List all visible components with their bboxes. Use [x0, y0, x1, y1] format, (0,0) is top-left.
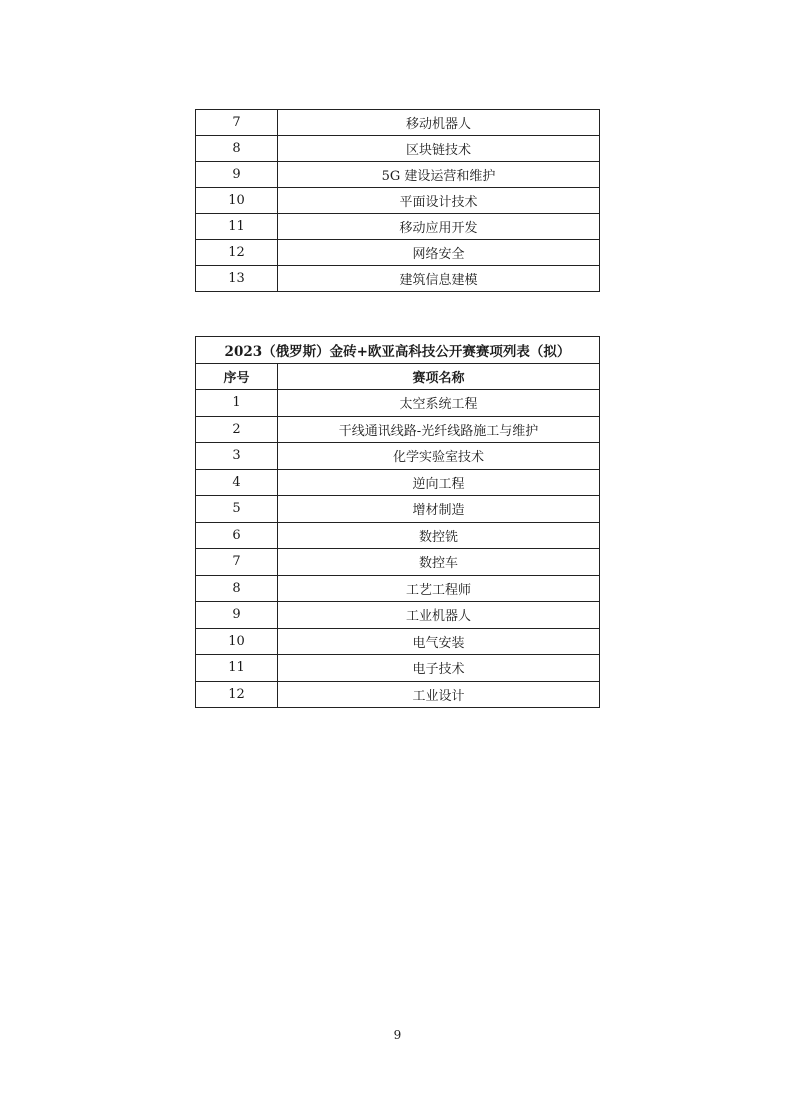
serial-number-cell: 9 — [196, 602, 278, 629]
table-row — [196, 496, 600, 523]
serial-number-cell: 5 — [196, 496, 278, 523]
table-row — [196, 214, 600, 240]
serial-number-cell: 8 — [196, 575, 278, 602]
event-name-cell: 干线通讯线路-光纤线路施工与维护 — [278, 416, 600, 443]
table-row — [196, 136, 600, 162]
table-row — [196, 575, 600, 602]
serial-number-cell: 6 — [196, 522, 278, 549]
event-name-cell: 网络安全 — [278, 240, 600, 266]
table-title: 2023（俄罗斯）金砖+欧亚高科技公开赛赛项列表（拟） — [196, 337, 600, 364]
event-name-cell: 移动应用开发 — [278, 214, 600, 240]
table-row — [196, 469, 600, 496]
serial-number-cell: 12 — [196, 240, 278, 266]
table-row — [196, 266, 600, 292]
table-header-row — [196, 363, 600, 390]
russia-competition-table — [195, 336, 600, 708]
event-name-cell: 工业设计 — [278, 681, 600, 708]
table-row — [196, 443, 600, 470]
event-name-cell: 逆向工程 — [278, 469, 600, 496]
competition-table-continued — [195, 109, 600, 292]
event-name-cell: 5G 建设运营和维护 — [278, 162, 600, 188]
serial-number-cell: 13 — [196, 266, 278, 292]
event-name-cell: 电气安装 — [278, 628, 600, 655]
table-row — [196, 390, 600, 417]
event-name-cell: 平面设计技术 — [278, 188, 600, 214]
table-row — [196, 628, 600, 655]
serial-number-cell: 11 — [196, 655, 278, 682]
serial-number-cell: 10 — [196, 628, 278, 655]
table-row — [196, 110, 600, 136]
table-title-row — [196, 337, 600, 364]
event-name-cell: 数控车 — [278, 549, 600, 576]
table-row — [196, 549, 600, 576]
serial-number-cell: 2 — [196, 416, 278, 443]
event-name-cell: 工业机器人 — [278, 602, 600, 629]
table-row — [196, 681, 600, 708]
table-row — [196, 162, 600, 188]
table-row — [196, 602, 600, 629]
serial-number-cell: 7 — [196, 110, 278, 136]
event-name-cell: 电子技术 — [278, 655, 600, 682]
event-name-cell: 化学实验室技术 — [278, 443, 600, 470]
event-name-cell: 增材制造 — [278, 496, 600, 523]
event-name-cell: 工艺工程师 — [278, 575, 600, 602]
event-name-cell: 数控铣 — [278, 522, 600, 549]
serial-number-cell: 10 — [196, 188, 278, 214]
event-name-cell: 太空系统工程 — [278, 390, 600, 417]
table-row — [196, 416, 600, 443]
header-event-name: 赛项名称 — [278, 363, 600, 390]
table-row — [196, 655, 600, 682]
event-name-cell: 区块链技术 — [278, 136, 600, 162]
serial-number-cell: 9 — [196, 162, 278, 188]
event-name-cell: 移动机器人 — [278, 110, 600, 136]
serial-number-cell: 7 — [196, 549, 278, 576]
serial-number-cell: 11 — [196, 214, 278, 240]
serial-number-cell: 4 — [196, 469, 278, 496]
serial-number-cell: 3 — [196, 443, 278, 470]
event-name-cell: 建筑信息建模 — [278, 266, 600, 292]
page-number: 9 — [393, 1028, 402, 1042]
serial-number-cell: 1 — [196, 390, 278, 417]
table-row — [196, 240, 600, 266]
table-row — [196, 522, 600, 549]
table-row — [196, 188, 600, 214]
header-serial-number: 序号 — [196, 363, 278, 390]
serial-number-cell: 8 — [196, 136, 278, 162]
serial-number-cell: 12 — [196, 681, 278, 708]
